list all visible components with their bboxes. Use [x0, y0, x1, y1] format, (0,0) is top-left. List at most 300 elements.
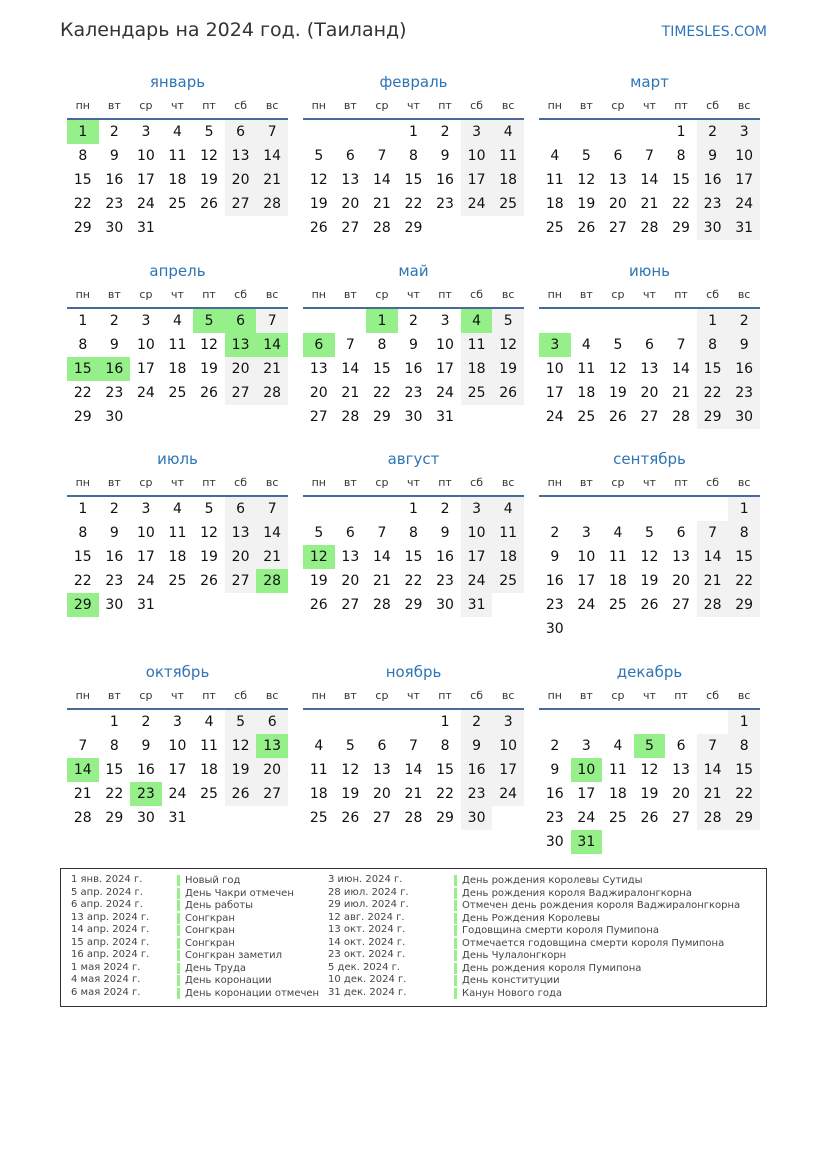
day-cell[interactable]: 26: [640, 597, 659, 613]
day-cell[interactable]: 9: [109, 337, 119, 353]
day-cell[interactable]: 10: [461, 521, 493, 545]
day-cell[interactable]: 10: [436, 337, 454, 353]
day-cell[interactable]: 30: [105, 220, 124, 236]
day-cell[interactable]: 10: [728, 144, 760, 168]
day-cell[interactable]: 5: [314, 148, 324, 164]
day-cell[interactable]: 2: [409, 313, 418, 329]
day-cell[interactable]: 2: [141, 714, 151, 730]
day-cell[interactable]: 15: [728, 758, 760, 782]
day-cell[interactable]: 22: [372, 385, 391, 401]
day-cell[interactable]: 23: [105, 385, 124, 401]
day-cell[interactable]: 8: [697, 333, 729, 357]
day-cell[interactable]: 31: [168, 810, 187, 826]
day-cell[interactable]: 12: [225, 734, 257, 758]
day-cell[interactable]: 11: [577, 361, 596, 377]
day-cell[interactable]: 26: [200, 196, 218, 212]
day-cell[interactable]: 24: [577, 597, 596, 613]
day-cell[interactable]: 6: [303, 333, 335, 357]
day-cell[interactable]: 13: [225, 144, 257, 168]
day-cell[interactable]: 2: [440, 124, 450, 140]
day-cell[interactable]: 29: [372, 409, 391, 425]
day-cell[interactable]: 3: [581, 525, 591, 541]
day-cell[interactable]: 22: [728, 569, 760, 593]
day-cell[interactable]: 13: [640, 361, 659, 377]
day-cell[interactable]: 25: [200, 786, 218, 802]
day-cell[interactable]: 26: [640, 810, 659, 826]
day-cell[interactable]: 7: [697, 734, 729, 758]
brand-link[interactable]: TIMESLES.COM: [661, 24, 767, 40]
day-cell[interactable]: 8: [78, 337, 88, 353]
day-cell[interactable]: 21: [640, 196, 659, 212]
day-cell[interactable]: 27: [640, 409, 659, 425]
day-cell[interactable]: 24: [436, 385, 454, 401]
day-cell[interactable]: 20: [256, 758, 288, 782]
day-cell[interactable]: 8: [409, 525, 418, 541]
day-cell[interactable]: 20: [309, 385, 328, 401]
day-cell[interactable]: 13: [225, 333, 257, 357]
day-cell[interactable]: 10: [168, 738, 187, 754]
day-cell[interactable]: 1: [440, 714, 450, 730]
day-cell[interactable]: 4: [314, 738, 324, 754]
day-cell[interactable]: 11: [492, 521, 524, 545]
day-cell[interactable]: 3: [141, 124, 151, 140]
day-cell[interactable]: 18: [545, 196, 564, 212]
day-cell[interactable]: 21: [73, 786, 92, 802]
day-cell[interactable]: 11: [200, 738, 218, 754]
day-cell[interactable]: 4: [613, 738, 623, 754]
day-cell[interactable]: 19: [309, 573, 328, 589]
day-cell[interactable]: 21: [256, 545, 288, 569]
day-cell[interactable]: 23: [436, 573, 454, 589]
day-cell[interactable]: 29: [672, 220, 690, 236]
day-cell[interactable]: 21: [372, 196, 391, 212]
day-cell[interactable]: 15: [672, 172, 690, 188]
day-cell[interactable]: 25: [545, 220, 564, 236]
day-cell[interactable]: 27: [225, 192, 257, 216]
day-cell[interactable]: 25: [309, 810, 328, 826]
day-cell[interactable]: 27: [225, 569, 257, 593]
day-cell[interactable]: 21: [697, 569, 729, 593]
day-cell[interactable]: 5: [581, 148, 591, 164]
day-cell[interactable]: 18: [168, 172, 187, 188]
day-cell[interactable]: 20: [672, 573, 690, 589]
day-cell[interactable]: 20: [341, 573, 360, 589]
day-cell[interactable]: 29: [73, 220, 92, 236]
day-cell[interactable]: 13: [256, 734, 288, 758]
day-cell[interactable]: 1: [409, 124, 418, 140]
day-cell[interactable]: 22: [73, 196, 92, 212]
day-cell[interactable]: 1: [728, 497, 760, 521]
day-cell[interactable]: 2: [440, 501, 450, 517]
day-cell[interactable]: 11: [461, 333, 493, 357]
day-cell[interactable]: 29: [404, 597, 423, 613]
day-cell[interactable]: 29: [67, 593, 99, 617]
day-cell[interactable]: 12: [608, 361, 627, 377]
day-cell[interactable]: 1: [366, 309, 398, 333]
day-cell[interactable]: 15: [73, 549, 92, 565]
day-cell[interactable]: 28: [73, 810, 92, 826]
day-cell[interactable]: 28: [256, 192, 288, 216]
day-cell[interactable]: 17: [728, 168, 760, 192]
day-cell[interactable]: 4: [173, 501, 182, 517]
day-cell[interactable]: 2: [109, 313, 119, 329]
day-cell[interactable]: 20: [225, 545, 257, 569]
day-cell[interactable]: 25: [168, 573, 187, 589]
day-cell[interactable]: 29: [105, 810, 124, 826]
day-cell[interactable]: 16: [99, 357, 131, 381]
day-cell[interactable]: 27: [672, 810, 690, 826]
day-cell[interactable]: 5: [645, 525, 654, 541]
day-cell[interactable]: 12: [200, 148, 218, 164]
day-cell[interactable]: 14: [256, 333, 288, 357]
day-cell[interactable]: 5: [314, 525, 324, 541]
day-cell[interactable]: 31: [136, 220, 155, 236]
day-cell[interactable]: 28: [697, 806, 729, 830]
day-cell[interactable]: 30: [136, 810, 155, 826]
day-cell[interactable]: 22: [73, 573, 92, 589]
day-cell[interactable]: 15: [67, 357, 99, 381]
day-cell[interactable]: 9: [440, 525, 450, 541]
day-cell[interactable]: 19: [608, 385, 627, 401]
day-cell[interactable]: 17: [168, 762, 187, 778]
day-cell[interactable]: 6: [676, 738, 686, 754]
day-cell[interactable]: 8: [676, 148, 686, 164]
day-cell[interactable]: 22: [73, 385, 92, 401]
day-cell[interactable]: 22: [672, 196, 690, 212]
day-cell[interactable]: 27: [225, 381, 257, 405]
day-cell[interactable]: 29: [73, 409, 92, 425]
day-cell[interactable]: 12: [341, 762, 360, 778]
day-cell[interactable]: 3: [141, 313, 151, 329]
day-cell[interactable]: 14: [372, 172, 391, 188]
day-cell[interactable]: 11: [168, 525, 187, 541]
day-cell[interactable]: 8: [728, 521, 760, 545]
day-cell[interactable]: 28: [404, 810, 423, 826]
day-cell[interactable]: 6: [225, 309, 257, 333]
day-cell[interactable]: 23: [105, 196, 124, 212]
day-cell[interactable]: 15: [404, 549, 423, 565]
day-cell[interactable]: 3: [440, 313, 450, 329]
day-cell[interactable]: 16: [697, 168, 729, 192]
day-cell[interactable]: 12: [577, 172, 596, 188]
day-cell[interactable]: 26: [309, 597, 328, 613]
day-cell[interactable]: 9: [697, 144, 729, 168]
day-cell[interactable]: 24: [461, 192, 493, 216]
day-cell[interactable]: 22: [404, 573, 423, 589]
day-cell[interactable]: 21: [672, 385, 690, 401]
day-cell[interactable]: 14: [256, 144, 288, 168]
day-cell[interactable]: 9: [550, 762, 560, 778]
day-cell[interactable]: 10: [545, 361, 564, 377]
day-cell[interactable]: 16: [436, 172, 454, 188]
day-cell[interactable]: 14: [697, 758, 729, 782]
day-cell[interactable]: 25: [168, 196, 187, 212]
day-cell[interactable]: 14: [67, 758, 99, 782]
day-cell[interactable]: 12: [640, 762, 659, 778]
day-cell[interactable]: 14: [697, 545, 729, 569]
day-cell[interactable]: 1: [78, 501, 88, 517]
day-cell[interactable]: 23: [545, 810, 564, 826]
day-cell[interactable]: 22: [728, 782, 760, 806]
day-cell[interactable]: 2: [550, 738, 560, 754]
day-cell[interactable]: 29: [728, 593, 760, 617]
day-cell[interactable]: 5: [613, 337, 623, 353]
day-cell[interactable]: 24: [136, 385, 155, 401]
day-cell[interactable]: 11: [168, 148, 187, 164]
day-cell[interactable]: 23: [105, 573, 124, 589]
day-cell[interactable]: 13: [608, 172, 627, 188]
day-cell[interactable]: 8: [440, 738, 450, 754]
day-cell[interactable]: 4: [461, 309, 493, 333]
day-cell[interactable]: 25: [492, 192, 524, 216]
day-cell[interactable]: 4: [613, 525, 623, 541]
day-cell[interactable]: 19: [341, 786, 360, 802]
day-cell[interactable]: 7: [78, 738, 88, 754]
day-cell[interactable]: 9: [461, 734, 493, 758]
day-cell[interactable]: 5: [634, 734, 666, 758]
day-cell[interactable]: 17: [461, 168, 493, 192]
day-cell[interactable]: 15: [728, 545, 760, 569]
day-cell[interactable]: 14: [640, 172, 659, 188]
day-cell[interactable]: 23: [436, 196, 454, 212]
day-cell[interactable]: 19: [492, 357, 524, 381]
day-cell[interactable]: 8: [377, 337, 387, 353]
day-cell[interactable]: 7: [256, 120, 288, 144]
day-cell[interactable]: 18: [168, 549, 187, 565]
day-cell[interactable]: 19: [640, 786, 659, 802]
day-cell[interactable]: 4: [173, 124, 182, 140]
day-cell[interactable]: 1: [109, 714, 119, 730]
day-cell[interactable]: 7: [377, 525, 387, 541]
day-cell[interactable]: 21: [404, 786, 423, 802]
day-cell[interactable]: 8: [728, 734, 760, 758]
day-cell[interactable]: 29: [697, 405, 729, 429]
day-cell[interactable]: 19: [640, 573, 659, 589]
day-cell[interactable]: 17: [136, 361, 155, 377]
day-cell[interactable]: 10: [571, 758, 603, 782]
day-cell[interactable]: 5: [204, 124, 214, 140]
day-cell[interactable]: 31: [436, 409, 454, 425]
day-cell[interactable]: 22: [436, 786, 454, 802]
day-cell[interactable]: 25: [168, 385, 187, 401]
day-cell[interactable]: 27: [672, 597, 690, 613]
day-cell[interactable]: 18: [577, 385, 596, 401]
day-cell[interactable]: 28: [256, 381, 288, 405]
day-cell[interactable]: 4: [204, 714, 214, 730]
day-cell[interactable]: 10: [136, 525, 155, 541]
day-cell[interactable]: 6: [377, 738, 387, 754]
day-cell[interactable]: 27: [256, 782, 288, 806]
day-cell[interactable]: 18: [492, 545, 524, 569]
day-cell[interactable]: 24: [492, 782, 524, 806]
day-cell[interactable]: 13: [341, 172, 360, 188]
day-cell[interactable]: 12: [309, 172, 328, 188]
day-cell[interactable]: 27: [341, 220, 360, 236]
day-cell[interactable]: 19: [225, 758, 257, 782]
day-cell[interactable]: 3: [581, 738, 591, 754]
day-cell[interactable]: 30: [545, 621, 564, 637]
day-cell[interactable]: 13: [672, 762, 690, 778]
day-cell[interactable]: 13: [309, 361, 328, 377]
day-cell[interactable]: 21: [697, 782, 729, 806]
day-cell[interactable]: 1: [409, 501, 418, 517]
day-cell[interactable]: 9: [550, 549, 560, 565]
day-cell[interactable]: 28: [672, 409, 690, 425]
day-cell[interactable]: 4: [550, 148, 560, 164]
day-cell[interactable]: 3: [728, 120, 760, 144]
day-cell[interactable]: 30: [404, 409, 423, 425]
day-cell[interactable]: 2: [697, 120, 729, 144]
day-cell[interactable]: 13: [672, 549, 690, 565]
day-cell[interactable]: 12: [640, 549, 659, 565]
day-cell[interactable]: 12: [492, 333, 524, 357]
day-cell[interactable]: 11: [608, 549, 627, 565]
day-cell[interactable]: 9: [109, 525, 119, 541]
day-cell[interactable]: 16: [105, 549, 124, 565]
day-cell[interactable]: 6: [256, 710, 288, 734]
day-cell[interactable]: 25: [492, 569, 524, 593]
day-cell[interactable]: 10: [577, 549, 596, 565]
day-cell[interactable]: 6: [345, 148, 355, 164]
day-cell[interactable]: 17: [545, 385, 564, 401]
day-cell[interactable]: 5: [492, 309, 524, 333]
day-cell[interactable]: 4: [492, 497, 524, 521]
day-cell[interactable]: 5: [204, 501, 214, 517]
day-cell[interactable]: 2: [461, 710, 493, 734]
day-cell[interactable]: 18: [492, 168, 524, 192]
day-cell[interactable]: 21: [372, 573, 391, 589]
day-cell[interactable]: 16: [728, 357, 760, 381]
day-cell[interactable]: 23: [697, 192, 729, 216]
day-cell[interactable]: 18: [168, 361, 187, 377]
day-cell[interactable]: 14: [672, 361, 690, 377]
day-cell[interactable]: 14: [404, 762, 423, 778]
day-cell[interactable]: 21: [341, 385, 360, 401]
day-cell[interactable]: 4: [581, 337, 591, 353]
day-cell[interactable]: 26: [225, 782, 257, 806]
day-cell[interactable]: 22: [105, 786, 124, 802]
day-cell[interactable]: 7: [645, 148, 654, 164]
day-cell[interactable]: 22: [697, 381, 729, 405]
day-cell[interactable]: 28: [372, 597, 391, 613]
day-cell[interactable]: 13: [372, 762, 391, 778]
day-cell[interactable]: 26: [608, 409, 627, 425]
day-cell[interactable]: 3: [461, 497, 493, 521]
day-cell[interactable]: 6: [645, 337, 654, 353]
day-cell[interactable]: 27: [341, 597, 360, 613]
day-cell[interactable]: 2: [109, 124, 119, 140]
day-cell[interactable]: 26: [200, 385, 218, 401]
day-cell[interactable]: 18: [309, 786, 328, 802]
day-cell[interactable]: 31: [571, 830, 603, 854]
day-cell[interactable]: 30: [728, 405, 760, 429]
day-cell[interactable]: 6: [676, 525, 686, 541]
day-cell[interactable]: 30: [436, 597, 454, 613]
day-cell[interactable]: 30: [105, 409, 124, 425]
day-cell[interactable]: 13: [341, 549, 360, 565]
day-cell[interactable]: 20: [372, 786, 391, 802]
day-cell[interactable]: 14: [372, 549, 391, 565]
day-cell[interactable]: 8: [78, 525, 88, 541]
day-cell[interactable]: 16: [105, 172, 124, 188]
day-cell[interactable]: 30: [461, 806, 493, 830]
day-cell[interactable]: 2: [109, 501, 119, 517]
day-cell[interactable]: 12: [200, 525, 218, 541]
day-cell[interactable]: 31: [136, 597, 155, 613]
day-cell[interactable]: 12: [303, 545, 335, 569]
day-cell[interactable]: 29: [728, 806, 760, 830]
day-cell[interactable]: 23: [728, 381, 760, 405]
day-cell[interactable]: 10: [136, 148, 155, 164]
day-cell[interactable]: 23: [404, 385, 423, 401]
day-cell[interactable]: 20: [672, 786, 690, 802]
day-cell[interactable]: 3: [141, 501, 151, 517]
day-cell[interactable]: 15: [372, 361, 391, 377]
day-cell[interactable]: 19: [577, 196, 596, 212]
day-cell[interactable]: 1: [697, 309, 729, 333]
day-cell[interactable]: 20: [640, 385, 659, 401]
day-cell[interactable]: 26: [309, 220, 328, 236]
day-cell[interactable]: 6: [613, 148, 623, 164]
day-cell[interactable]: 31: [461, 593, 493, 617]
day-cell[interactable]: 25: [461, 381, 493, 405]
day-cell[interactable]: 19: [200, 549, 218, 565]
day-cell[interactable]: 23: [545, 597, 564, 613]
day-cell[interactable]: 19: [200, 172, 218, 188]
day-cell[interactable]: 5: [345, 738, 355, 754]
day-cell[interactable]: 9: [440, 148, 450, 164]
day-cell[interactable]: 24: [461, 569, 493, 593]
day-cell[interactable]: 6: [345, 525, 355, 541]
day-cell[interactable]: 15: [404, 172, 423, 188]
day-cell[interactable]: 17: [577, 573, 596, 589]
day-cell[interactable]: 1: [67, 120, 99, 144]
day-cell[interactable]: 22: [404, 196, 423, 212]
day-cell[interactable]: 28: [372, 220, 391, 236]
day-cell[interactable]: 17: [136, 549, 155, 565]
day-cell[interactable]: 26: [341, 810, 360, 826]
day-cell[interactable]: 24: [545, 409, 564, 425]
day-cell[interactable]: 26: [200, 573, 218, 589]
day-cell[interactable]: 16: [136, 762, 155, 778]
day-cell[interactable]: 17: [436, 361, 454, 377]
day-cell[interactable]: 4: [492, 120, 524, 144]
day-cell[interactable]: 24: [136, 196, 155, 212]
day-cell[interactable]: 12: [200, 337, 218, 353]
day-cell[interactable]: 20: [608, 196, 627, 212]
day-cell[interactable]: 8: [409, 148, 418, 164]
day-cell[interactable]: 18: [200, 762, 218, 778]
day-cell[interactable]: 28: [341, 409, 360, 425]
day-cell[interactable]: 10: [461, 144, 493, 168]
day-cell[interactable]: 15: [105, 762, 124, 778]
day-cell[interactable]: 31: [728, 216, 760, 240]
day-cell[interactable]: 19: [200, 361, 218, 377]
day-cell[interactable]: 9: [109, 148, 119, 164]
day-cell[interactable]: 25: [608, 810, 627, 826]
day-cell[interactable]: 2: [550, 525, 560, 541]
day-cell[interactable]: 24: [577, 810, 596, 826]
day-cell[interactable]: 8: [78, 148, 88, 164]
day-cell[interactable]: 24: [136, 573, 155, 589]
day-cell[interactable]: 29: [436, 810, 454, 826]
day-cell[interactable]: 10: [136, 337, 155, 353]
day-cell[interactable]: 23: [461, 782, 493, 806]
day-cell[interactable]: 7: [256, 309, 288, 333]
day-cell[interactable]: 5: [225, 710, 257, 734]
day-cell[interactable]: 11: [492, 144, 524, 168]
day-cell[interactable]: 5: [193, 309, 225, 333]
